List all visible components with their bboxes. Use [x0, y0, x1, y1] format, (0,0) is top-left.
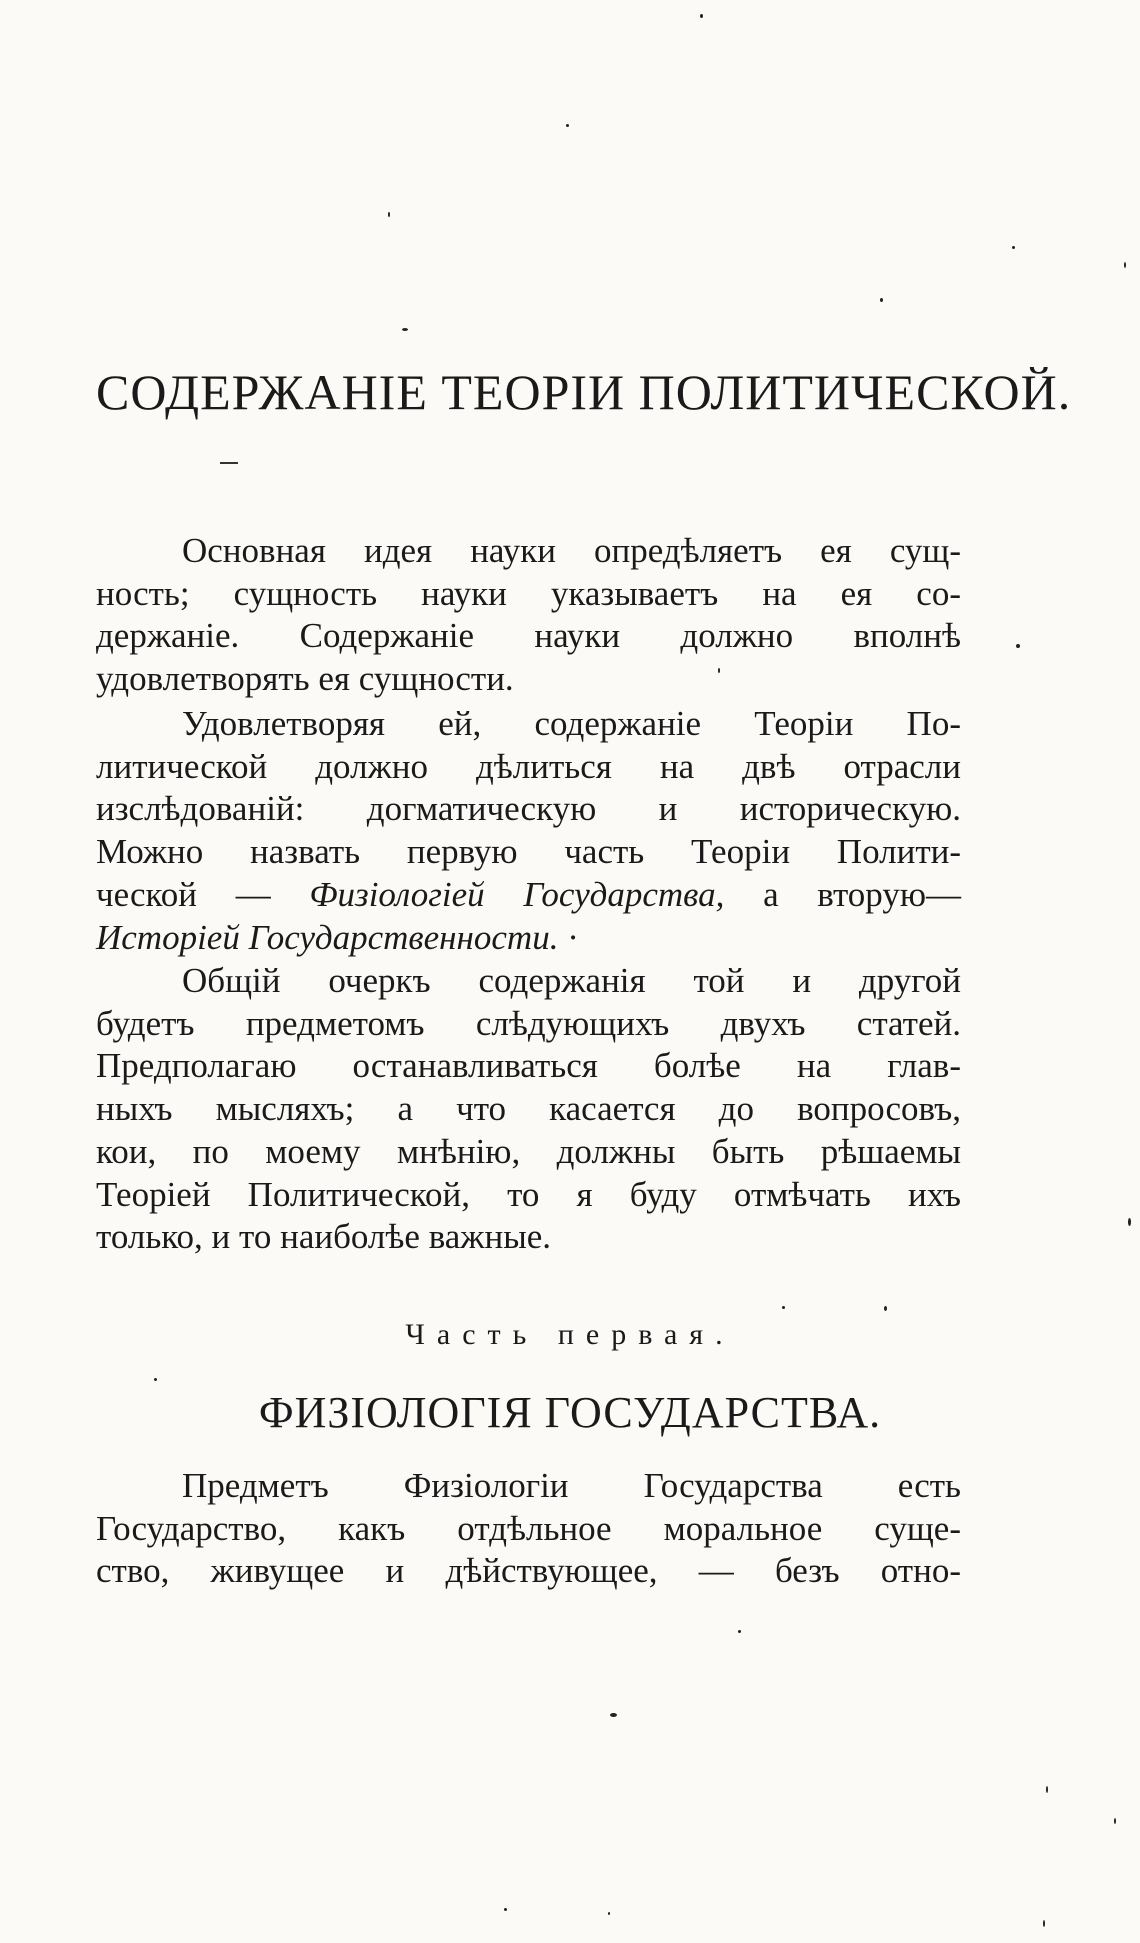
scan-speck [504, 1908, 507, 1911]
paragraph-4 [96, 1465, 961, 1593]
scan-speck [700, 14, 703, 18]
text-line: Можно назвать первую часть Теоріи Полити- [96, 832, 961, 872]
text-fragment: · [558, 917, 579, 957]
section-title: ФИЗІОЛОГІЯ ГОСУДАРСТВА. [258, 1388, 882, 1437]
scan-speck [1046, 1786, 1048, 1793]
text-line: Удовлетворяя ей, содержаніе Теоріи По- [182, 704, 961, 743]
scan-speck [1016, 644, 1020, 648]
scan-speck [738, 1630, 741, 1633]
paragraph-3 [96, 960, 961, 1259]
scan-speck [388, 212, 390, 217]
text-line: Основная идея науки опредѣляетъ ея сущ- [182, 531, 961, 570]
scan-speck [1043, 1920, 1045, 1927]
scan-speck [782, 1306, 785, 1309]
page-title: СОДЕРЖАНІЕ ТЕОРІИ ПОЛИТИЧЕСКОЙ. [96, 364, 1072, 420]
text-line: Предполагаю останавливаться болѣе на глав- [96, 1046, 961, 1086]
text-line: литической должно дѣлиться на двѣ отрасли [96, 746, 961, 786]
text-line: Общій очеркъ содержанія той и другой [182, 961, 961, 1000]
scan-speck [402, 328, 408, 331]
text-line: изслѣдованій: догматическую и историческую. [96, 789, 961, 829]
text-line: ность; сущность науки указываетъ на ея со- [96, 573, 961, 613]
text-line: держаніе. Содержаніе науки должно вполнѣ [96, 616, 961, 656]
scan-speck [884, 1306, 887, 1311]
title-rule [220, 462, 238, 464]
scan-speck [566, 124, 569, 127]
text-line: Предметъ Физіологіи Государства есть [182, 1466, 961, 1505]
italic-term-physiology: Физіологіей Государства, [309, 874, 725, 914]
scan-speck [154, 1378, 157, 1381]
scan-speck [608, 1912, 610, 1915]
text-fragment: ческой — [96, 874, 310, 914]
paragraph-2 [96, 703, 961, 959]
scan-speck [718, 668, 720, 673]
scan-speck [610, 1713, 617, 1717]
scan-speck [1012, 246, 1015, 249]
text-fragment: а вторую— [724, 874, 961, 914]
text-line [96, 874, 961, 917]
part-heading: Часть первая. [405, 1318, 735, 1351]
paragraph-1 [96, 530, 961, 701]
scan-speck [1124, 262, 1126, 268]
italic-term-history: Исторіей Государственности. [96, 917, 559, 957]
scan-speck [1128, 1218, 1131, 1226]
text-line: Теоріей Политической, то я буду отмѣчать ихъ [96, 1174, 961, 1214]
text-line: ство, живущее и дѣйствующее, — безъ отно- [96, 1551, 961, 1591]
scan-speck [1114, 1818, 1116, 1824]
text-line: удовлетворять ея сущности. [96, 659, 514, 699]
text-line: ныхъ мысляхъ; а что касается до вопросовъ, [96, 1089, 961, 1129]
text-line: кои, по моему мнѣнію, должны быть рѣшаемы [96, 1131, 961, 1171]
text-line: Государство, какъ отдѣльное моральное суще- [96, 1508, 961, 1548]
text-line: только, и то наиболѣе важные. [96, 1217, 551, 1257]
text-line: будетъ предметомъ слѣдующихъ двухъ статей. [96, 1003, 961, 1043]
text-line [96, 917, 961, 960]
scan-speck [880, 298, 883, 302]
